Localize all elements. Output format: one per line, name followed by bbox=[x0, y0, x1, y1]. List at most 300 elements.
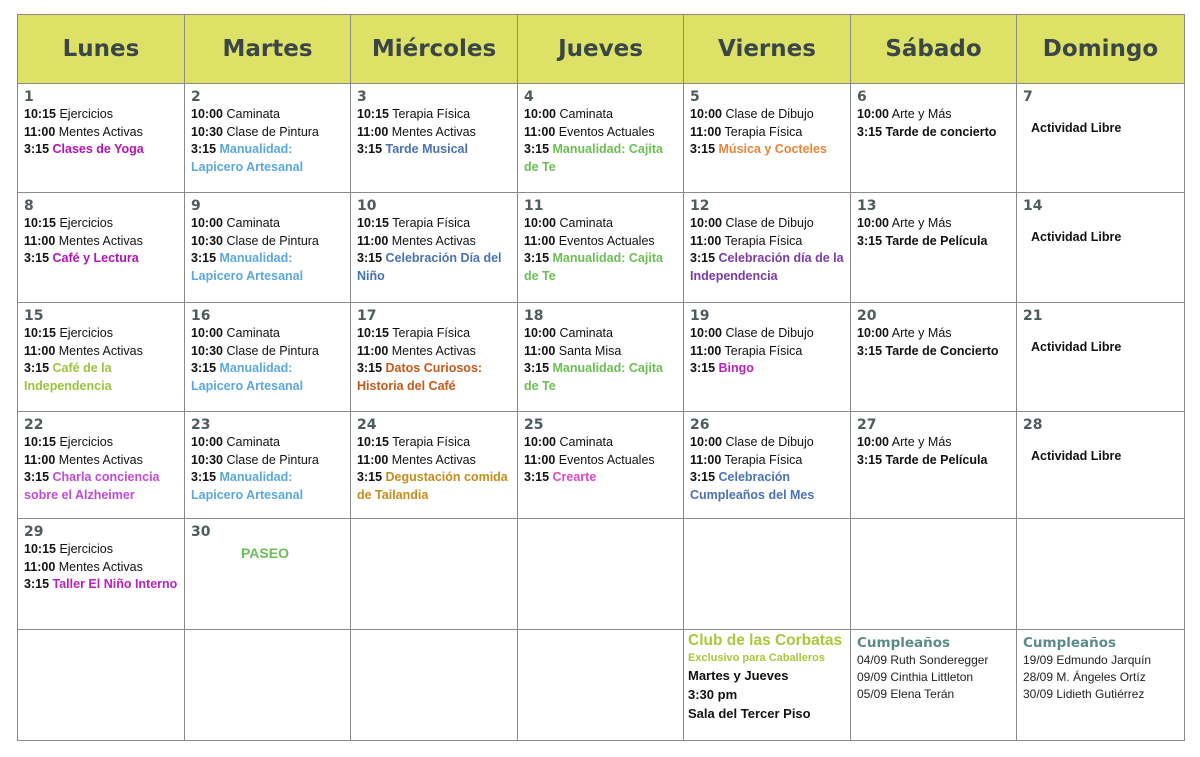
footer-cell bbox=[18, 630, 185, 741]
activity-entry bbox=[24, 141, 178, 159]
activity-time: 3:15 bbox=[690, 470, 716, 484]
activity-entry bbox=[524, 452, 677, 470]
activity-name: Manualidad: Cajita de Te bbox=[524, 251, 663, 283]
activity-name: Música y Cocteles bbox=[718, 142, 827, 156]
activity-entry bbox=[524, 360, 677, 395]
activity-entry bbox=[524, 124, 677, 142]
day-cell bbox=[185, 519, 351, 630]
activity-time: 11:00 bbox=[24, 559, 56, 574]
footer-cell bbox=[851, 630, 1017, 741]
day-cell bbox=[851, 303, 1017, 412]
activity-time: 10:00 bbox=[857, 216, 889, 230]
activity-entry bbox=[357, 250, 511, 285]
day-cell bbox=[851, 84, 1017, 193]
day-cell bbox=[185, 84, 351, 193]
activity-name: Café de la Independencia bbox=[24, 361, 112, 393]
activity-entry bbox=[24, 434, 178, 452]
activity-time: 10:00 bbox=[857, 107, 889, 121]
weekday-header: Jueves bbox=[518, 15, 684, 84]
club-info bbox=[684, 630, 850, 724]
day-number: 15 bbox=[24, 308, 44, 324]
birthday-entry: 28/09 M. Ángeles Ortíz bbox=[1023, 670, 1146, 684]
activity-name: Tarde de Película bbox=[885, 452, 988, 467]
day-number: 9 bbox=[191, 198, 201, 214]
day-cell bbox=[1017, 193, 1185, 303]
footer-cell bbox=[518, 630, 684, 741]
activity-entry bbox=[24, 360, 178, 395]
activity-entry bbox=[690, 141, 844, 159]
birthday-title: Cumpleaños bbox=[1023, 635, 1117, 651]
activity-entry bbox=[690, 360, 844, 378]
day-cell bbox=[684, 412, 851, 519]
activity-time: 11:00 bbox=[690, 124, 722, 139]
activity-entry bbox=[191, 124, 344, 142]
activity-time: 10:00 bbox=[690, 435, 722, 449]
activity-name: Mentes Activas bbox=[58, 124, 143, 139]
day-cell bbox=[684, 84, 851, 193]
activity-time: 11:00 bbox=[24, 452, 56, 467]
day-number: 17 bbox=[357, 308, 377, 324]
birthday-entry: 05/09 Elena Terán bbox=[857, 687, 955, 701]
day-cell bbox=[18, 303, 185, 412]
activity-time: 11:00 bbox=[357, 124, 389, 139]
activity-entry bbox=[191, 434, 344, 452]
activity-time: 11:00 bbox=[24, 343, 56, 358]
activity-entry bbox=[857, 434, 1010, 452]
activity-name: Caminata bbox=[226, 216, 280, 230]
activity-entry bbox=[524, 343, 677, 361]
activity-entry bbox=[690, 452, 844, 470]
week-row bbox=[18, 519, 1185, 630]
activity-entry bbox=[24, 559, 178, 577]
activity-entry bbox=[690, 233, 844, 251]
activity-time: 10:15 bbox=[357, 326, 389, 340]
birthday-entry: 30/09 Lidieth Gutiérrez bbox=[1023, 687, 1145, 701]
activity-name: Clase de Pintura bbox=[226, 124, 319, 139]
activity-entry bbox=[191, 343, 344, 361]
day-number: 12 bbox=[690, 198, 710, 214]
activity-entry bbox=[24, 343, 178, 361]
activity-entry bbox=[690, 343, 844, 361]
activity-time: 10:15 bbox=[357, 216, 389, 230]
club-subtitle: Exclusivo para Caballeros bbox=[688, 652, 825, 664]
activity-name: Tarde de Película bbox=[885, 233, 988, 248]
day-cell bbox=[351, 303, 518, 412]
day-cell bbox=[185, 412, 351, 519]
activity-name: Manualidad: Lapicero Artesanal bbox=[191, 251, 304, 283]
activity-time: 10:00 bbox=[524, 326, 556, 340]
activity-name: Terapia Física bbox=[392, 107, 471, 121]
activity-name: Degustación comida de Tailandia bbox=[357, 470, 508, 502]
activity-entry bbox=[690, 106, 844, 124]
activity-name: Caminata bbox=[559, 326, 613, 340]
activity-entry bbox=[357, 215, 511, 233]
monthly-activity-calendar bbox=[17, 14, 1185, 741]
activity-name: Mentes Activas bbox=[58, 343, 143, 358]
weekday-header: Martes bbox=[185, 15, 351, 84]
activity-time: 3:15 bbox=[191, 361, 217, 375]
activity-entry bbox=[191, 215, 344, 233]
activity-entry bbox=[690, 124, 844, 142]
activity-time: 3:15 bbox=[690, 142, 716, 156]
activity-entry bbox=[857, 124, 1010, 142]
activity-entry bbox=[524, 233, 677, 251]
activity-entry bbox=[690, 250, 844, 285]
activity-time: 3:15 bbox=[690, 251, 716, 265]
activity-time: 3:15 bbox=[24, 470, 50, 484]
activity-name: Clase de Dibujo bbox=[725, 435, 814, 449]
day-number: 23 bbox=[191, 417, 211, 433]
birthday-entry: 09/09 Cinthia Littleton bbox=[857, 670, 974, 684]
activity-name: Mentes Activas bbox=[58, 452, 143, 467]
activity-time: 3:15 bbox=[191, 470, 217, 484]
activity-entry bbox=[690, 434, 844, 452]
week-row bbox=[18, 84, 1185, 193]
activity-name: Eventos Actuales bbox=[558, 452, 655, 467]
week-row bbox=[18, 193, 1185, 303]
activity-entry bbox=[24, 325, 178, 343]
activity-name: Arte y Más bbox=[891, 435, 952, 449]
footer-cell bbox=[185, 630, 351, 741]
activity-name: Ejercicios bbox=[59, 435, 113, 449]
activity-time: 10:15 bbox=[24, 107, 56, 121]
activity-entry bbox=[357, 434, 511, 452]
day-number: 26 bbox=[690, 417, 710, 433]
birthday-entry: 04/09 Ruth Sonderegger bbox=[857, 653, 989, 667]
activity-time: 3:15 bbox=[524, 251, 550, 265]
activity-time: 10:15 bbox=[24, 542, 56, 556]
activity-name: Clase de Pintura bbox=[226, 343, 319, 358]
activity-name: Santa Misa bbox=[558, 343, 622, 358]
activity-entry bbox=[191, 452, 344, 470]
activity-entry bbox=[857, 233, 1010, 251]
activity-time: 10:00 bbox=[524, 216, 556, 230]
activity-name: Manualidad: Cajita de Te bbox=[524, 142, 663, 174]
activity-entry bbox=[191, 325, 344, 343]
activity-time: 11:00 bbox=[24, 124, 56, 139]
activity-entry bbox=[24, 250, 178, 268]
activity-time: 3:15 bbox=[191, 251, 217, 265]
activity-entry bbox=[524, 325, 677, 343]
activity-name: Manualidad: Cajita de Te bbox=[524, 361, 663, 393]
activity-entry bbox=[24, 576, 178, 594]
activity-name: Ejercicios bbox=[59, 216, 113, 230]
activity-time: 10:00 bbox=[191, 216, 223, 230]
day-number: 13 bbox=[857, 198, 877, 214]
activity-time: 10:15 bbox=[357, 107, 389, 121]
activity-time: 10:30 bbox=[191, 452, 223, 467]
activity-time: 10:00 bbox=[690, 216, 722, 230]
activity-name: Caminata bbox=[226, 326, 280, 340]
activity-time: 3:15 bbox=[357, 142, 383, 156]
free-activity-label: Actividad Libre bbox=[1031, 340, 1122, 354]
activity-entry bbox=[357, 124, 511, 142]
activity-entry bbox=[191, 106, 344, 124]
activity-time: 3:15 bbox=[357, 251, 383, 265]
day-cell bbox=[351, 412, 518, 519]
activity-name: Mentes Activas bbox=[391, 233, 476, 248]
activity-entry bbox=[357, 343, 511, 361]
weekday-header: Miércoles bbox=[351, 15, 518, 84]
activity-time: 10:00 bbox=[857, 435, 889, 449]
day-number: 3 bbox=[357, 89, 367, 105]
activity-entry bbox=[357, 469, 511, 504]
activity-entry bbox=[857, 106, 1010, 124]
day-cell bbox=[351, 193, 518, 303]
day-number: 11 bbox=[524, 198, 544, 214]
day-cell bbox=[351, 84, 518, 193]
activity-time: 10:00 bbox=[524, 107, 556, 121]
activity-time: 10:00 bbox=[191, 107, 223, 121]
activity-time: 3:15 bbox=[857, 233, 883, 248]
activity-name: Ejercicios bbox=[59, 542, 113, 556]
day-number: 1 bbox=[24, 89, 34, 105]
activity-time: 3:15 bbox=[24, 577, 50, 591]
activity-entry bbox=[857, 343, 1010, 361]
activity-time: 11:00 bbox=[690, 233, 722, 248]
day-number: 14 bbox=[1023, 198, 1043, 214]
activity-name: Caminata bbox=[226, 435, 280, 449]
activity-name: Caminata bbox=[226, 107, 280, 121]
day-cell bbox=[1017, 303, 1185, 412]
day-cell bbox=[851, 412, 1017, 519]
day-number: 4 bbox=[524, 89, 534, 105]
activity-entry bbox=[524, 434, 677, 452]
free-activity-label: Actividad Libre bbox=[1031, 121, 1122, 135]
day-number: 28 bbox=[1023, 417, 1043, 433]
activity-name: Café y Lectura bbox=[52, 251, 139, 265]
activity-entry bbox=[357, 325, 511, 343]
activity-name: Terapia Física bbox=[392, 435, 471, 449]
footer-cell bbox=[1017, 630, 1185, 741]
activity-time: 3:15 bbox=[857, 343, 883, 358]
day-number: 24 bbox=[357, 417, 377, 433]
weekday-header: Domingo bbox=[1017, 15, 1185, 84]
activity-entry bbox=[690, 469, 844, 504]
activity-name: Clase de Dibujo bbox=[725, 107, 814, 121]
outing-label: PASEO bbox=[241, 545, 289, 561]
activity-name: Arte y Más bbox=[891, 107, 952, 121]
footer-cell bbox=[351, 630, 518, 741]
day-number: 2 bbox=[191, 89, 201, 105]
activity-name: Eventos Actuales bbox=[558, 124, 655, 139]
day-cell bbox=[851, 519, 1017, 630]
activity-name: Mentes Activas bbox=[58, 559, 143, 574]
activity-time: 10:15 bbox=[357, 435, 389, 449]
activity-time: 3:15 bbox=[690, 361, 716, 375]
day-number: 19 bbox=[690, 308, 710, 324]
activity-name: Eventos Actuales bbox=[558, 233, 655, 248]
activity-entry bbox=[191, 250, 344, 285]
day-cell bbox=[18, 193, 185, 303]
day-number: 18 bbox=[524, 308, 544, 324]
birthday-list bbox=[1017, 630, 1184, 705]
activity-time: 11:00 bbox=[524, 343, 556, 358]
day-cell bbox=[518, 412, 684, 519]
activity-name: Taller El Niño Interno bbox=[52, 577, 178, 591]
footer-cell bbox=[684, 630, 851, 741]
activity-entry bbox=[357, 360, 511, 395]
weekday-header: Lunes bbox=[18, 15, 185, 84]
activity-name: Arte y Más bbox=[891, 326, 952, 340]
activity-entry bbox=[191, 469, 344, 504]
activity-name: Mentes Activas bbox=[58, 233, 143, 248]
day-number: 29 bbox=[24, 524, 44, 540]
activity-entry bbox=[24, 124, 178, 142]
activity-name: Bingo bbox=[718, 361, 754, 375]
activity-entry bbox=[357, 452, 511, 470]
day-number: 25 bbox=[524, 417, 544, 433]
day-cell bbox=[1017, 519, 1185, 630]
activity-time: 3:15 bbox=[857, 452, 883, 467]
activity-time: 11:00 bbox=[524, 233, 556, 248]
day-cell bbox=[18, 84, 185, 193]
day-number: 5 bbox=[690, 89, 700, 105]
activity-time: 3:15 bbox=[524, 470, 550, 484]
activity-time: 3:15 bbox=[24, 361, 50, 375]
activity-time: 10:30 bbox=[191, 124, 223, 139]
activity-time: 10:00 bbox=[191, 435, 223, 449]
activity-entry bbox=[24, 541, 178, 559]
day-cell bbox=[1017, 84, 1185, 193]
activity-time: 3:15 bbox=[24, 142, 50, 156]
activity-name: Caminata bbox=[559, 107, 613, 121]
activity-entry bbox=[191, 360, 344, 395]
day-cell bbox=[518, 303, 684, 412]
activity-name: Ejercicios bbox=[59, 107, 113, 121]
day-cell bbox=[518, 193, 684, 303]
day-cell bbox=[684, 519, 851, 630]
club-detail: 3:30 pm bbox=[688, 687, 738, 702]
activity-name: Terapia Física bbox=[724, 343, 803, 358]
activity-name: Mentes Activas bbox=[391, 452, 476, 467]
activity-time: 10:00 bbox=[191, 326, 223, 340]
activity-entry bbox=[357, 141, 511, 159]
activity-name: Mentes Activas bbox=[391, 343, 476, 358]
activity-name: Terapia Física bbox=[724, 452, 803, 467]
day-cell bbox=[518, 84, 684, 193]
activity-time: 11:00 bbox=[357, 233, 389, 248]
day-number: 8 bbox=[24, 198, 34, 214]
activity-name: Crearte bbox=[552, 470, 597, 484]
activity-entry bbox=[857, 215, 1010, 233]
activity-time: 10:15 bbox=[24, 216, 56, 230]
day-number: 7 bbox=[1023, 89, 1033, 105]
activity-time: 10:00 bbox=[857, 326, 889, 340]
activity-entry bbox=[191, 141, 344, 176]
weekday-header: Sábado bbox=[851, 15, 1017, 84]
day-cell bbox=[851, 193, 1017, 303]
activity-time: 11:00 bbox=[690, 452, 722, 467]
activity-entry bbox=[357, 233, 511, 251]
free-activity-label: Actividad Libre bbox=[1031, 230, 1122, 244]
day-cell bbox=[18, 412, 185, 519]
activity-name: Tarde Musical bbox=[385, 142, 468, 156]
activity-entry bbox=[24, 452, 178, 470]
day-cell bbox=[185, 193, 351, 303]
activity-name: Clase de Pintura bbox=[226, 233, 319, 248]
activity-entry bbox=[191, 233, 344, 251]
club-detail: Sala del Tercer Piso bbox=[688, 706, 811, 721]
day-number: 10 bbox=[357, 198, 377, 214]
day-number: 16 bbox=[191, 308, 211, 324]
birthday-list bbox=[851, 630, 1016, 705]
activity-time: 3:15 bbox=[357, 470, 383, 484]
day-number: 20 bbox=[857, 308, 877, 324]
activity-entry bbox=[24, 469, 178, 504]
activity-entry bbox=[690, 325, 844, 343]
activity-entry bbox=[690, 215, 844, 233]
activity-name: Tarde de Concierto bbox=[885, 343, 999, 358]
activity-time: 3:15 bbox=[857, 124, 883, 139]
activity-time: 11:00 bbox=[357, 343, 389, 358]
activity-name: Terapia Física bbox=[392, 326, 471, 340]
day-cell bbox=[18, 519, 185, 630]
day-cell bbox=[351, 519, 518, 630]
activity-name: Caminata bbox=[559, 435, 613, 449]
club-detail: Martes y Jueves bbox=[688, 668, 789, 683]
club-title: Club de las Corbatas bbox=[688, 632, 843, 649]
activity-name: Celebración Día del Niño bbox=[357, 251, 502, 283]
activity-time: 11:00 bbox=[690, 343, 722, 358]
free-activity-label: Actividad Libre bbox=[1031, 449, 1122, 463]
birthday-entry: 19/09 Edmundo Jarquín bbox=[1023, 653, 1152, 667]
activity-time: 3:15 bbox=[24, 251, 50, 265]
activity-name: Datos Curiosos: Historia del Café bbox=[357, 361, 483, 393]
day-cell bbox=[684, 303, 851, 412]
activity-name: Terapia Física bbox=[724, 124, 803, 139]
activity-time: 10:15 bbox=[24, 326, 56, 340]
activity-name: Terapia Física bbox=[392, 216, 471, 230]
day-number: 22 bbox=[24, 417, 44, 433]
activity-entry bbox=[524, 469, 677, 487]
day-number: 30 bbox=[191, 524, 211, 540]
activity-name: Manualidad: Lapicero Artesanal bbox=[191, 470, 304, 502]
activity-entry bbox=[857, 325, 1010, 343]
activity-entry bbox=[24, 233, 178, 251]
activity-name: Arte y Más bbox=[891, 216, 952, 230]
activity-time: 11:00 bbox=[524, 452, 556, 467]
activity-time: 11:00 bbox=[24, 233, 56, 248]
activity-entry bbox=[524, 106, 677, 124]
activity-name: Clase de Dibujo bbox=[725, 216, 814, 230]
activity-name: Caminata bbox=[559, 216, 613, 230]
day-cell bbox=[684, 193, 851, 303]
activity-name: Ejercicios bbox=[59, 326, 113, 340]
week-row bbox=[18, 412, 1185, 519]
activity-entry bbox=[24, 106, 178, 124]
activity-name: Manualidad: Lapicero Artesanal bbox=[191, 361, 304, 393]
activity-name: Celebración Cumpleaños del Mes bbox=[690, 470, 815, 502]
activity-time: 10:00 bbox=[690, 107, 722, 121]
activity-entry bbox=[857, 452, 1010, 470]
footer-row bbox=[18, 630, 1185, 741]
weekday-header: Viernes bbox=[684, 15, 851, 84]
day-cell bbox=[185, 303, 351, 412]
activity-time: 3:15 bbox=[524, 142, 550, 156]
activity-name: Clases de Yoga bbox=[52, 142, 144, 156]
activity-time: 3:15 bbox=[357, 361, 383, 375]
day-number: 27 bbox=[857, 417, 877, 433]
activity-time: 3:15 bbox=[524, 361, 550, 375]
birthday-title: Cumpleaños bbox=[857, 635, 951, 651]
activity-name: Terapia Física bbox=[724, 233, 803, 248]
activity-name: Charla conciencia sobre el Alzheimer bbox=[24, 470, 160, 502]
activity-name: Clase de Dibujo bbox=[725, 326, 814, 340]
activity-entry bbox=[357, 106, 511, 124]
activity-name: Manualidad: Lapicero Artesanal bbox=[191, 142, 304, 174]
day-number: 6 bbox=[857, 89, 867, 105]
